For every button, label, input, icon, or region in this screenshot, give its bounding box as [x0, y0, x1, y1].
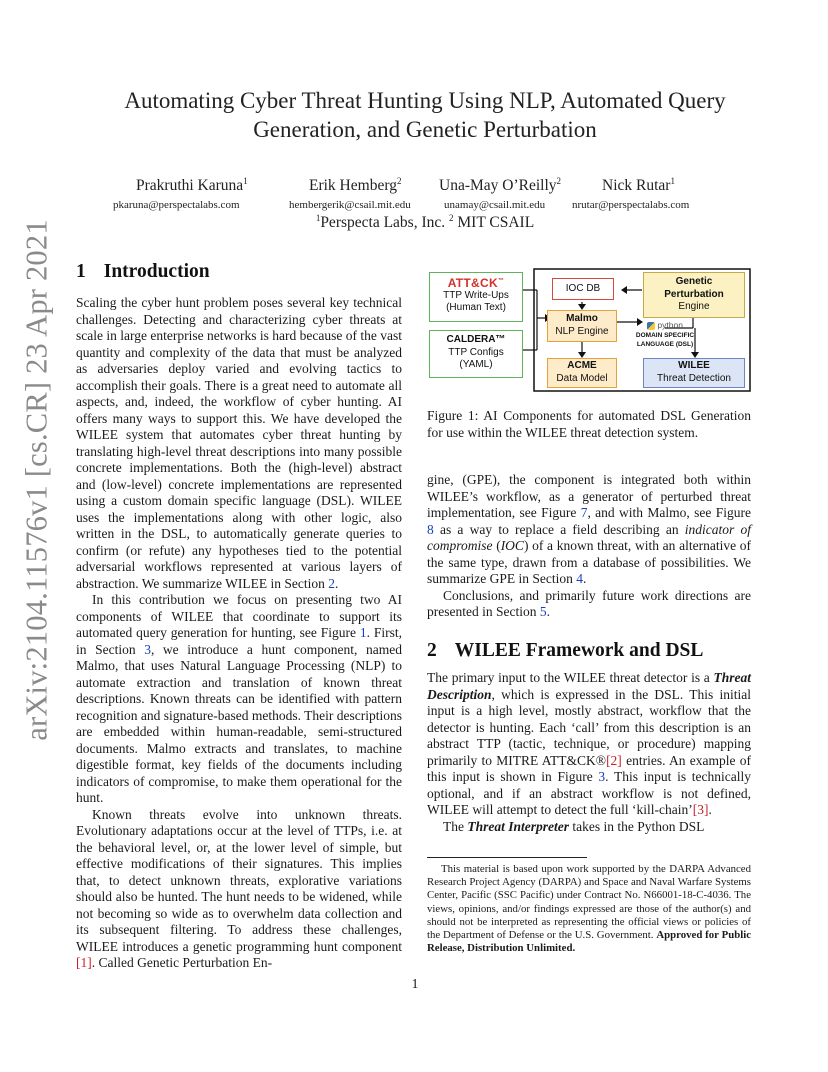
- intro-paragraph-1: Scaling the cyber hunt problem poses several key technical challenges. Detecting and characterizing cyber threats at scale in large enterprise networks is hard because of the vast quantity and complexity of the data that must be analyzed as adversaries deploy varied and evolving tactics to accomplish their goals. There is a great need to automate all aspects, and, indeed, the workflow of cyber hunting. AI offers many ways to support this. We have developed the WILEE system that automates cyber threat hunting by translating high-level threat descriptions into many possible concrete implementations. Both the (high-level) abstract and (low-level) concrete implementations are represented using a custom domain specific language (DSL). WILEE uses the implementations along with other logic, also written in the DSL, to automatically generate queries to confirm (or refute) any hypotheses tied to the potential adversarial workflows represented at various layers of abstraction. We summarize WILEE in Section 2.: [76, 295, 402, 591]
- section-3-link[interactable]: 3: [144, 641, 151, 657]
- genetic-perturbation-engine-box: Genetic Perturbation Engine: [643, 272, 745, 318]
- section-2-heading: 2 WILEE Framework and DSL: [427, 640, 704, 661]
- python-logo-icon: [647, 322, 655, 330]
- malmo-nlp-engine-box: Malmo NLP Engine: [547, 310, 617, 342]
- citation-3-link[interactable]: [3]: [692, 802, 709, 817]
- page-number: 1: [411, 976, 419, 991]
- introduction-body: [76, 295, 402, 972]
- figure-7-link[interactable]: 7: [580, 505, 588, 520]
- section-2-body: [427, 670, 751, 835]
- citation-1-link[interactable]: [1]: [76, 955, 92, 970]
- acme-data-model-box: ACME Data Model: [547, 358, 617, 388]
- attck-ttp-writeups-box: ATT&CK™ TTP Write-Ups (Human Text): [429, 272, 523, 322]
- intro-paragraph-3: Known threats evolve into unknown threats. Evolutionary adaptations occur at the level of TTPs, i.e. at the behavioral level, or, at the lower level of simple, but effective modifications of their signatures. This implies that, to detect unknown threats, explorative variations should also be hunted. The hunt needs to be widened, while not becoming so wide as to overwhelm data collection and its subsequent filtering. To address these challenges, WILEE introduces a genetic programming hunt component [1]. Called Genetic Perturbation En-: [76, 806, 402, 970]
- caldera-ttp-configs-box: CALDERA™ TTP Configs (YAML): [429, 330, 523, 378]
- author-rutar: Nick Rutar$^1$: [602, 176, 675, 195]
- email-oreilly: unamay@csail.mit.edu: [444, 199, 546, 211]
- right-paragraph-1: gine, (GPE), the component is integrated both within WILEE’s workflow, as a generator of perturbed threat implementation, see Figure 7, and with Malmo, see Figure 8 as a way to replace a field describing an indicator of compromise (IOC) of a known threat, with an alternative of the same type, drawn from a database of possibilities. We summarize GPE in Section 4.: [427, 472, 752, 586]
- python-dsl-label: python DOMAIN SPECIFIC LANGUAGE (DSL): [635, 320, 695, 348]
- figure-8-link[interactable]: 8: [427, 521, 434, 537]
- ioc-db-box: IOC DB: [552, 278, 614, 300]
- section-1-heading: 1 Introduction: [76, 261, 210, 282]
- author-karuna: Prakruthi Karuna$^1$: [136, 176, 248, 195]
- right-paragraph-2: Conclusions, and primarily future work directions are presented in Section 5.: [427, 587, 751, 619]
- title-line-2: Generation, and Genetic Perturbation: [253, 117, 597, 142]
- wilee-threat-detection-box: WILEE Threat Detection: [643, 358, 745, 388]
- email-karuna: pkaruna@perspectalabs.com: [113, 199, 240, 211]
- email-hemberg: hembergerik@csail.mit.edu: [289, 199, 411, 211]
- section-5-link[interactable]: 5: [539, 604, 547, 619]
- affiliations: $^1$Perspecta Labs, Inc. $^2$ MIT CSAIL: [315, 213, 535, 232]
- title-line-1: Automating Cyber Threat Hunting Using NLP, Automated Query: [124, 88, 726, 113]
- author-oreilly: Una-May O’Reilly$^2$: [439, 176, 562, 195]
- figure-3-link[interactable]: 3: [598, 769, 606, 784]
- figure-1-caption: Figure 1: AI Components for automated DSL Generation for use within the WILEE threat detection system.: [427, 408, 751, 440]
- paper-title: [60, 86, 790, 144]
- figure-1-link[interactable]: 1: [359, 625, 367, 640]
- footnote-divider: [427, 857, 587, 858]
- author-hemberg: Erik Hemberg$^2$: [309, 176, 402, 195]
- email-rutar: nrutar@perspectalabs.com: [572, 199, 690, 211]
- citation-2-link[interactable]: [2]: [606, 752, 622, 768]
- arxiv-identifier-stamp: arXiv:2104.11576v1 [cs.CR] 23 Apr 2021: [19, 219, 54, 741]
- section-2-paragraph-2: The Threat Interpreter takes in the Python DSL: [443, 818, 705, 834]
- funding-footnote: This material is based upon work supported by the DARPA Advanced Research Project Agency (DARPA) and Space and Naval Warfare Systems Center, Pacific (SSC Pacific) under Contract No. N66001-18-C-4036. The views, opinions, and/or findings expressed are those of the author(s) and should not be interpreted as representing the official views or policies of the Department of Defense or the U.S. Government. Approved for Public Release, Distribution Unlimited.: [427, 863, 751, 955]
- figure-1-diagram: [427, 268, 752, 393]
- intro-paragraph-2: In this contribution we focus on presenting two AI components of WILEE that coordinate to support its automated query generation for hunting, see Figure 1. First, in Section 3, we introduce a hunt component, named Malmo, that uses Natural Language Processing (NLP) to automate extraction and translation of known threat descriptions. Known threats can be identified with pattern recognition and signature-based methods. Their descriptions are embedded within human-readable, semi-structured documents. Malmo extracts and translates, to machine digestible format, key fields of the documents including indicators of compromise, to make them operational for the hunt.: [76, 592, 403, 805]
- introduction-continued: [427, 472, 751, 621]
- section-2-paragraph-1: The primary input to the WILEE threat detector is a Threat Description, which is expressed in the DSL. This initial input is a high level, mostly abstract, workflow that the detector is hunting. Each ‘call’ from this description is an abstract TTP (tactic, technique, or procedure) mapping primarily to MITRE ATT&CK®[2] entries. An example of this input is shown in Figure 3. This input is technically optional, and if an abstract workflow is not defined, WILEE will attempt to detect the full ‘kill-chain’[3].: [427, 670, 751, 817]
- section-4-link[interactable]: 4: [576, 571, 583, 586]
